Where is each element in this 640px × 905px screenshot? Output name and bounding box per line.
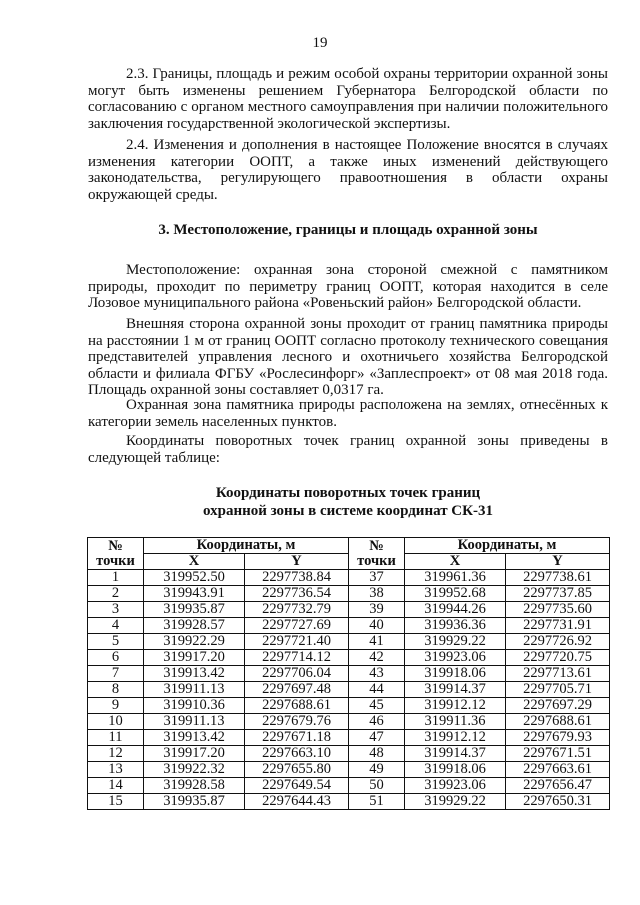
- cell-y-coordinate: 2297738.84: [245, 570, 349, 586]
- cell-x-coordinate: 319929.22: [405, 634, 506, 650]
- cell-x-coordinate: 319918.06: [405, 666, 506, 682]
- cell-point-number: 40: [349, 618, 405, 634]
- cell-x-coordinate: 319923.06: [405, 778, 506, 794]
- cell-x-coordinate: 319961.36: [405, 570, 506, 586]
- cell-y-coordinate: 2297644.43: [245, 794, 349, 810]
- paragraph-coordinates-intro: Координаты поворотных точек границ охранной зоны приведены в следующей таблице:: [88, 433, 608, 466]
- cell-point-number: 6: [88, 650, 144, 666]
- cell-x-coordinate: 319943.91: [144, 586, 245, 602]
- paragraph-outer-boundary: Внешняя сторона охранной зоны проходит от границ памятника природы на расстоянии 1 м от границ ООПТ согласно протоколу технического совещания представителей управления лесного и охотничьего хозяйства Белгородской области и филиала ФГБУ «Рослесинфорг» «Заплеспроект» от 08 мая 2018 года. Площадь охранной зоны составляет 0,0317 га.: [88, 316, 608, 398]
- cell-point-number: 5: [88, 634, 144, 650]
- cell-y-coordinate: 2297736.54: [245, 586, 349, 602]
- cell-x-coordinate: 319936.36: [405, 618, 506, 634]
- cell-point-number: 3: [88, 602, 144, 618]
- header-num-word: точки: [357, 552, 396, 569]
- cell-point-number: 12: [88, 746, 144, 762]
- cell-point-number: 11: [88, 730, 144, 746]
- cell-x-coordinate: 319935.87: [144, 602, 245, 618]
- table-row: [88, 586, 610, 602]
- cell-y-coordinate: 2297706.04: [245, 666, 349, 682]
- cell-x-coordinate: 319914.37: [405, 682, 506, 698]
- header-point-number-left: [88, 538, 144, 570]
- table-row: [88, 794, 610, 810]
- cell-x-coordinate: 319911.13: [144, 682, 245, 698]
- cell-y-coordinate: 2297738.61: [506, 570, 610, 586]
- cell-y-coordinate: 2297697.29: [506, 698, 610, 714]
- cell-point-number: 39: [349, 602, 405, 618]
- cell-y-coordinate: 2297713.61: [506, 666, 610, 682]
- cell-y-coordinate: 2297655.80: [245, 762, 349, 778]
- cell-y-coordinate: 2297705.71: [506, 682, 610, 698]
- table-row: [88, 602, 610, 618]
- table-row: [88, 714, 610, 730]
- cell-x-coordinate: 319914.37: [405, 746, 506, 762]
- cell-point-number: 8: [88, 682, 144, 698]
- cell-point-number: 1: [88, 570, 144, 586]
- table-row: [88, 698, 610, 714]
- cell-point-number: 4: [88, 618, 144, 634]
- cell-point-number: 37: [349, 570, 405, 586]
- table-row: [88, 666, 610, 682]
- cell-x-coordinate: 319952.50: [144, 570, 245, 586]
- cell-y-coordinate: 2297663.61: [506, 762, 610, 778]
- cell-point-number: 48: [349, 746, 405, 762]
- table-title: [88, 484, 608, 520]
- table-row: [88, 762, 610, 778]
- cell-x-coordinate: 319922.32: [144, 762, 245, 778]
- cell-y-coordinate: 2297737.85: [506, 586, 610, 602]
- coordinates-table: [87, 537, 610, 810]
- table-row: [88, 746, 610, 762]
- cell-point-number: 47: [349, 730, 405, 746]
- cell-point-number: 45: [349, 698, 405, 714]
- cell-point-number: 38: [349, 586, 405, 602]
- cell-point-number: 14: [88, 778, 144, 794]
- header-point-number-right: [349, 538, 405, 570]
- cell-x-coordinate: 319929.22: [405, 794, 506, 810]
- table-row: [88, 650, 610, 666]
- cell-x-coordinate: 319917.20: [144, 650, 245, 666]
- paragraph-2-4: 2.4. Изменения и дополнения в настоящее Положение вносятся в случаях изменения категории ООПТ, а также иных изменений действующего законодательства, регулирующего правоотношения в области охраны окружающей среды.: [88, 137, 608, 203]
- paragraph-location: Местоположение: охранная зона стороной смежной с памятником природы, проходит по периметру границ ООПТ, которая находится в селе Лозовое муниципального района «Ровеньский район» Белгородской области.: [88, 262, 608, 311]
- table-row: [88, 682, 610, 698]
- cell-y-coordinate: 2297688.61: [506, 714, 610, 730]
- cell-x-coordinate: 319911.36: [405, 714, 506, 730]
- cell-y-coordinate: 2297679.76: [245, 714, 349, 730]
- cell-y-coordinate: 2297714.12: [245, 650, 349, 666]
- cell-y-coordinate: 2297671.18: [245, 730, 349, 746]
- section-heading: 3. Местоположение, границы и площадь охранной зоны: [158, 222, 538, 238]
- cell-x-coordinate: 319952.68: [405, 586, 506, 602]
- cell-x-coordinate: 319911.13: [144, 714, 245, 730]
- cell-x-coordinate: 319912.12: [405, 698, 506, 714]
- cell-y-coordinate: 2297656.47: [506, 778, 610, 794]
- header-x-left: X: [144, 554, 245, 570]
- cell-point-number: 46: [349, 714, 405, 730]
- table-row: [88, 570, 610, 586]
- cell-point-number: 49: [349, 762, 405, 778]
- cell-y-coordinate: 2297650.31: [506, 794, 610, 810]
- header-y-right: Y: [506, 554, 610, 570]
- paragraph-2-3: 2.3. Границы, площадь и режим особой охраны территории охранной зоны могут быть изменены решением Губернатора Белгородской области по согласованию с органом местного самоуправления при наличии положительного заключения государственной экологической экспертизы.: [88, 66, 608, 132]
- cell-y-coordinate: 2297649.54: [245, 778, 349, 794]
- cell-point-number: 10: [88, 714, 144, 730]
- cell-y-coordinate: 2297720.75: [506, 650, 610, 666]
- cell-x-coordinate: 319944.26: [405, 602, 506, 618]
- cell-point-number: 44: [349, 682, 405, 698]
- cell-point-number: 13: [88, 762, 144, 778]
- cell-point-number: 9: [88, 698, 144, 714]
- cell-point-number: 43: [349, 666, 405, 682]
- cell-x-coordinate: 319910.36: [144, 698, 245, 714]
- table-title-line-1: Координаты поворотных точек границ: [215, 485, 481, 501]
- cell-x-coordinate: 319918.06: [405, 762, 506, 778]
- cell-point-number: 7: [88, 666, 144, 682]
- header-num-word: точки: [96, 552, 135, 569]
- cell-y-coordinate: 2297731.91: [506, 618, 610, 634]
- table-header-row: [88, 538, 610, 554]
- header-y-left: Y: [245, 554, 349, 570]
- table-body: [88, 570, 610, 810]
- table-row: [88, 634, 610, 650]
- cell-point-number: 50: [349, 778, 405, 794]
- cell-point-number: 42: [349, 650, 405, 666]
- page-number: 19: [312, 35, 328, 51]
- cell-x-coordinate: 319928.58: [144, 778, 245, 794]
- cell-x-coordinate: 319913.42: [144, 666, 245, 682]
- cell-x-coordinate: 319917.20: [144, 746, 245, 762]
- cell-y-coordinate: 2297735.60: [506, 602, 610, 618]
- cell-y-coordinate: 2297688.61: [245, 698, 349, 714]
- cell-point-number: 2: [88, 586, 144, 602]
- header-num-symbol: №: [108, 537, 123, 554]
- cell-y-coordinate: 2297697.48: [245, 682, 349, 698]
- cell-point-number: 41: [349, 634, 405, 650]
- cell-point-number: 51: [349, 794, 405, 810]
- cell-y-coordinate: 2297721.40: [245, 634, 349, 650]
- header-coordinates-right: Координаты, м: [405, 538, 610, 554]
- cell-x-coordinate: 319923.06: [405, 650, 506, 666]
- cell-y-coordinate: 2297732.79: [245, 602, 349, 618]
- table-title-line-2: охранной зоны в системе координат СК-31: [202, 503, 494, 519]
- table-row: [88, 778, 610, 794]
- header-num-symbol: №: [369, 537, 384, 554]
- cell-y-coordinate: 2297726.92: [506, 634, 610, 650]
- cell-y-coordinate: 2297679.93: [506, 730, 610, 746]
- header-x-right: X: [405, 554, 506, 570]
- cell-x-coordinate: 319912.12: [405, 730, 506, 746]
- header-coordinates-left: Координаты, м: [144, 538, 349, 554]
- cell-point-number: 15: [88, 794, 144, 810]
- cell-y-coordinate: 2297727.69: [245, 618, 349, 634]
- cell-y-coordinate: 2297663.10: [245, 746, 349, 762]
- cell-x-coordinate: 319922.29: [144, 634, 245, 650]
- cell-x-coordinate: 319928.57: [144, 618, 245, 634]
- paragraph-land-category: Охранная зона памятника природы расположена на землях, отнесённых к категории земель населенных пунктов.: [88, 397, 608, 430]
- cell-x-coordinate: 319913.42: [144, 730, 245, 746]
- table-row: [88, 618, 610, 634]
- cell-x-coordinate: 319935.87: [144, 794, 245, 810]
- cell-y-coordinate: 2297671.51: [506, 746, 610, 762]
- table-row: [88, 730, 610, 746]
